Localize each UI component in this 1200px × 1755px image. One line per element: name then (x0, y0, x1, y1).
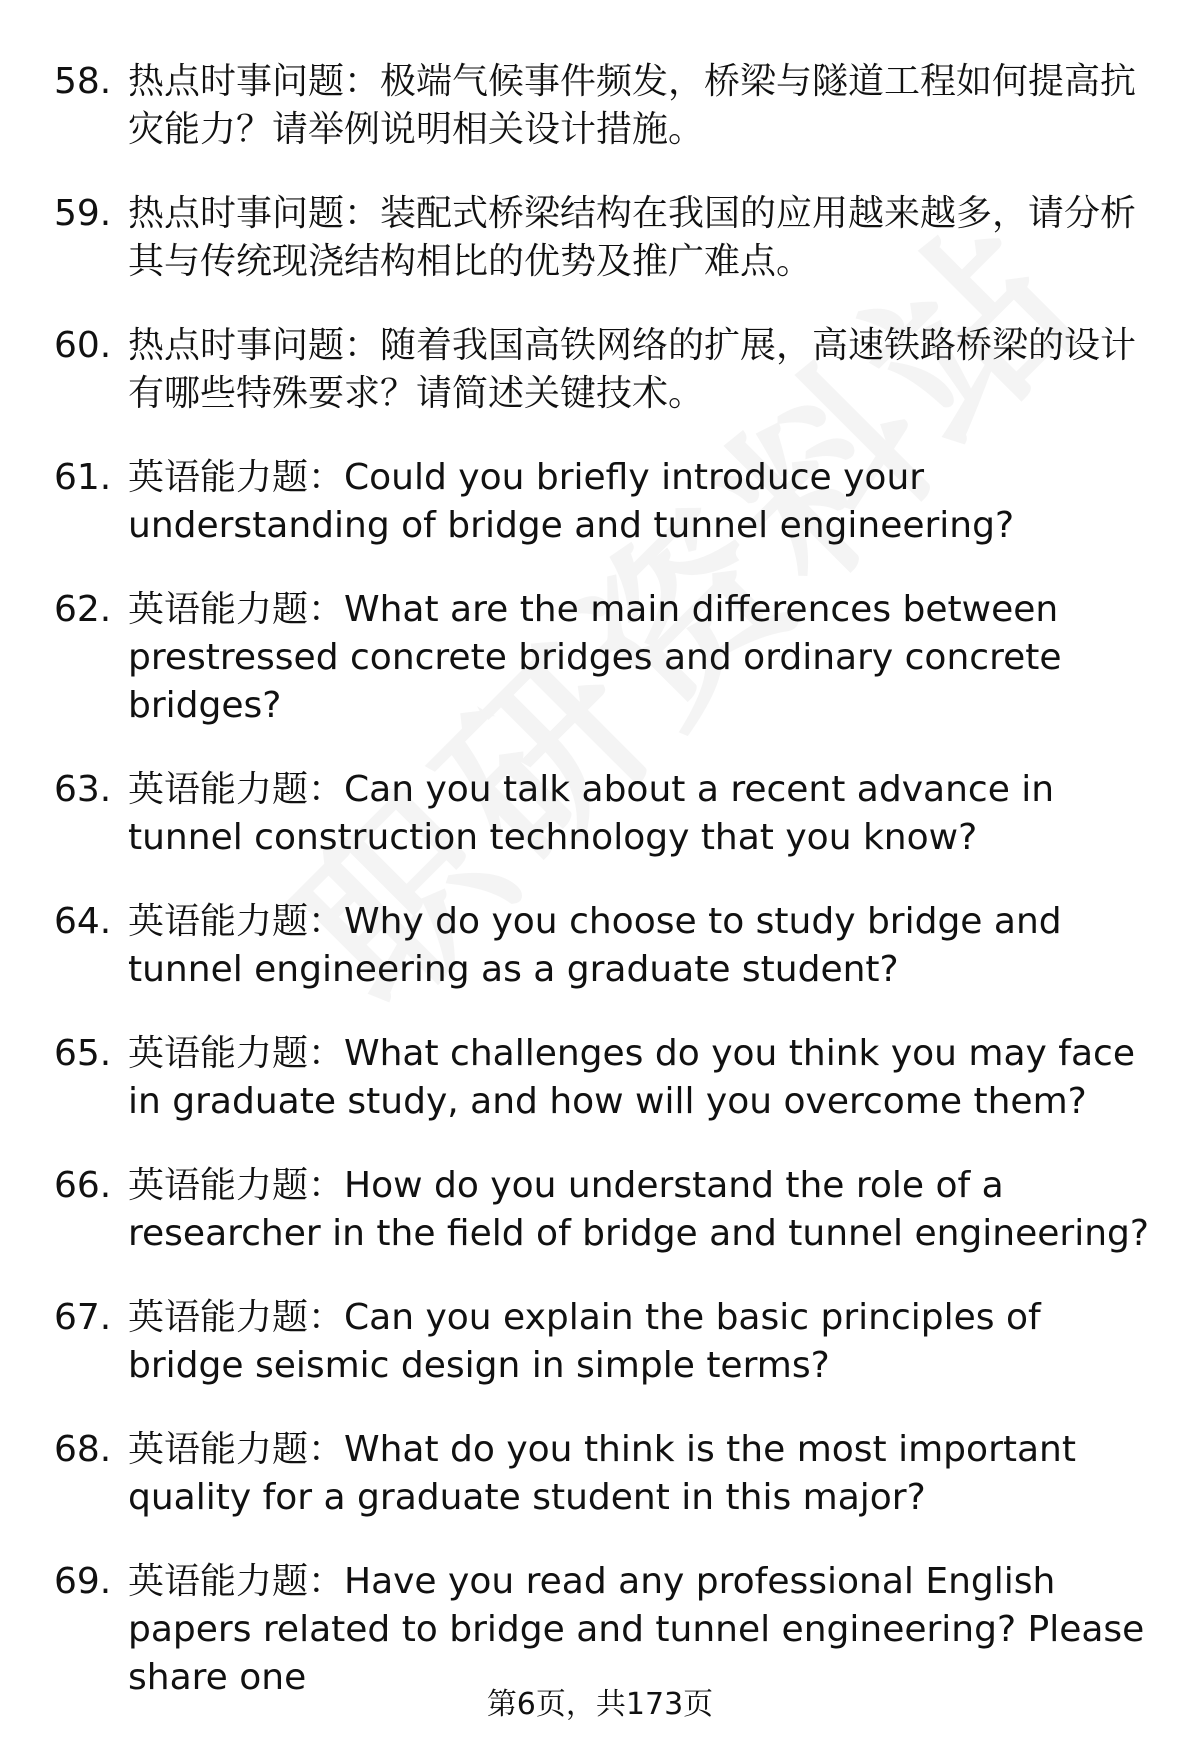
question-item (54, 1426, 1164, 1522)
question-item (54, 1294, 1164, 1390)
page-footer: 第6页，共173页 (486, 1687, 714, 1722)
question-item (54, 1558, 1164, 1702)
question-item (54, 58, 1164, 154)
question-text: 英语能力题：Can you explain the basic principles of bridge seismic design in simple terms? (128, 1297, 1041, 1386)
question-text: 英语能力题：What do you think is the most important quality for a graduate student in this major? (128, 1429, 1076, 1518)
question-text: 英语能力题：Why do you choose to study bridge and tunnel engineering as a graduate student? (128, 901, 1062, 990)
question-number: 62. (54, 589, 112, 630)
question-text: 热点时事问题：极端气候事件频发，桥梁与隧道工程如何提高抗灾能力？请举例说明相关设计措施。 (128, 61, 1137, 150)
question-item (54, 1162, 1164, 1258)
question-text: 英语能力题：What challenges do you think you may face in graduate study, and how will you overcome them? (128, 1033, 1135, 1122)
question-text: 英语能力题：Could you briefly introduce your understanding of bridge and tunnel engineering? (128, 457, 1015, 546)
question-number: 68. (54, 1429, 112, 1470)
question-item (54, 766, 1164, 862)
question-item (54, 898, 1164, 994)
question-item (54, 1030, 1164, 1126)
question-number: 64. (54, 901, 112, 942)
question-number: 69. (54, 1561, 112, 1602)
question-list (54, 58, 1164, 1738)
question-text: 英语能力题：Have you read any professional English papers related to bridge and tunnel engineering? Please share one (128, 1561, 1145, 1698)
question-text: 英语能力题：Can you talk about a recent advance in tunnel construction technology that you know? (128, 769, 1055, 858)
question-text: 英语能力题：How do you understand the role of a researcher in the field of bridge and tunnel engineering? (128, 1165, 1149, 1254)
question-number: 67. (54, 1297, 112, 1338)
question-text: 英语能力题：What are the main differences between prestressed concrete bridges and ordinary concrete bridges? (128, 589, 1062, 726)
question-item (54, 586, 1164, 730)
question-text: 热点时事问题：随着我国高铁网络的扩展，高速铁路桥梁的设计有哪些特殊要求？请简述关键技术。 (128, 325, 1137, 414)
question-number: 63. (54, 769, 112, 810)
question-number: 60. (54, 325, 112, 366)
question-number: 58. (54, 61, 112, 102)
question-number: 66. (54, 1165, 112, 1206)
question-item (54, 322, 1164, 418)
question-item (54, 454, 1164, 550)
question-number: 65. (54, 1033, 112, 1074)
question-text: 热点时事问题：装配式桥梁结构在我国的应用越来越多，请分析其与传统现浇结构相比的优势及推广难点。 (128, 193, 1137, 282)
question-number: 59. (54, 193, 112, 234)
question-number: 61. (54, 457, 112, 498)
question-item (54, 190, 1164, 286)
